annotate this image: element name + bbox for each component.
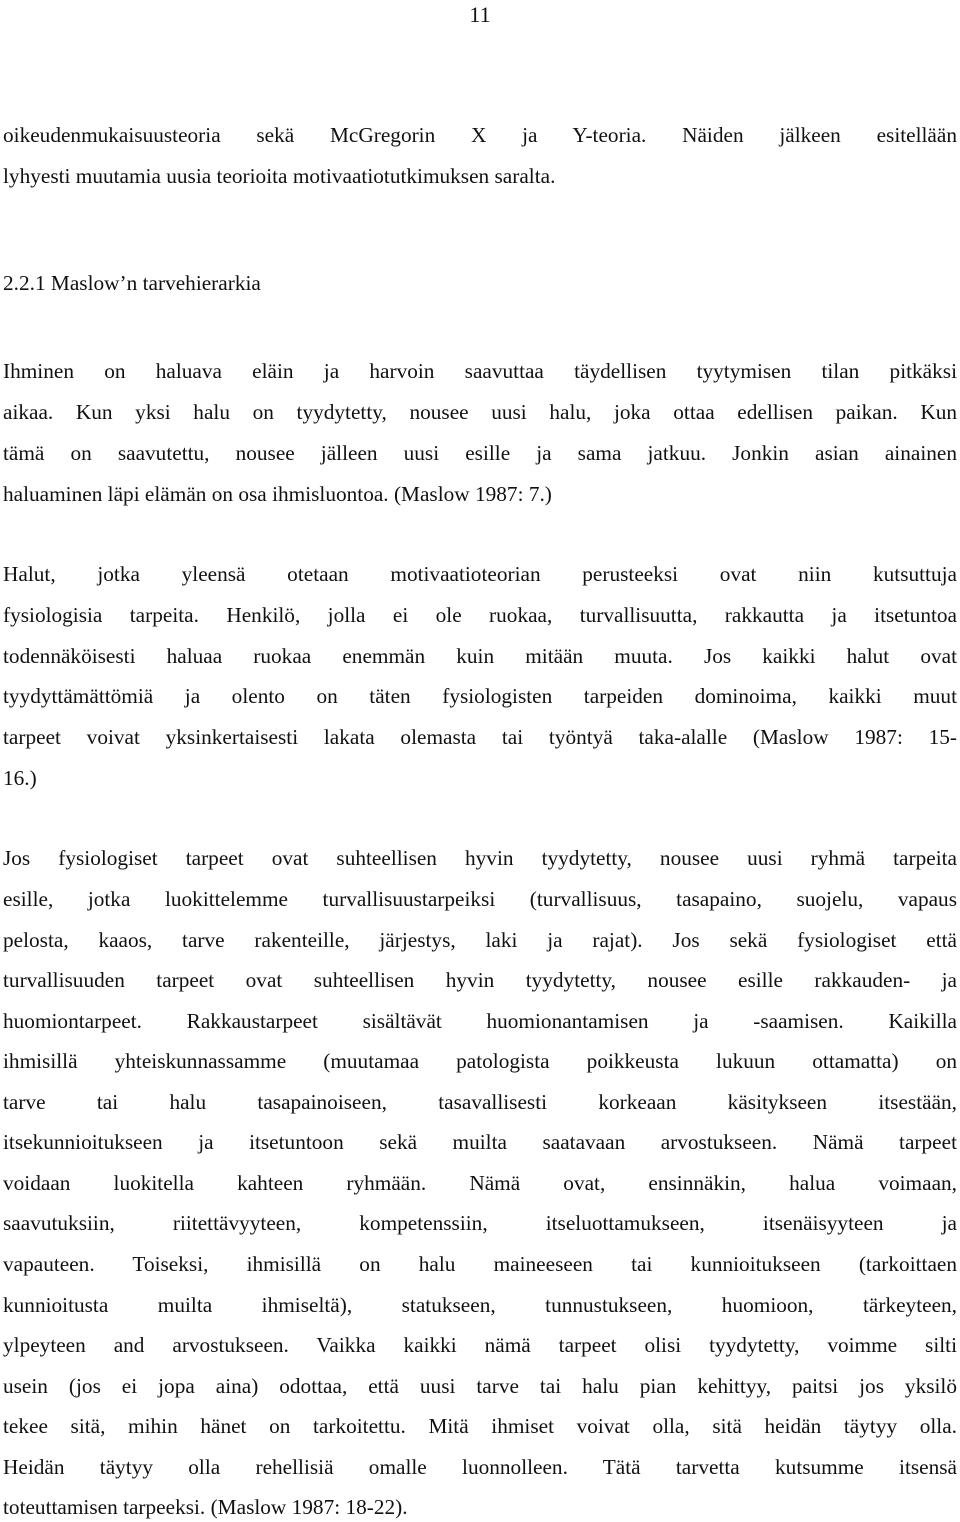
text-line: haluaminen läpi elämän on osa ihmisluontoa. (Maslow 1987: 7.) xyxy=(3,482,552,506)
text-line: voidaan luokitella kahteen ryhmään. Nämä ovat, ensinnäkin, halua voimaan, xyxy=(3,1171,957,1195)
text-line: tarpeet voivat yksinkertaisesti lakata olemasta tai työntyä taka-alalle (Maslow 1987: 15- xyxy=(3,725,957,749)
text-line: todennäköisesti haluaa ruokaa enemmän kuin mitään muuta. Jos kaikki halut ovat xyxy=(3,644,957,668)
text-line: tekee sitä, mihin hänet on tarkoitettu. Mitä ihmiset voivat olla, sitä heidän täytyy olla. xyxy=(3,1414,957,1438)
text-line: esille, jotka luokittelemme turvallisuustarpeiksi (turvallisuus, tasapaino, suojelu, vapaus xyxy=(3,887,957,911)
text-line: Heidän täytyy olla rehellisiä omalle luonnolleen. Tätä tarvetta kutsumme itsensä xyxy=(3,1455,957,1479)
text-line: oikeudenmukaisuusteoria sekä McGregorin X ja Y-teoria. Näiden jälkeen esitellään xyxy=(3,123,957,147)
text-line: aikaa. Kun yksi halu on tyydytetty, nousee uusi halu, joka ottaa edellisen paikan. Kun xyxy=(3,400,957,424)
text-line: tarve tai halu tasapainoiseen, tasavallisesti korkeaan käsitykseen itsestään, xyxy=(3,1090,957,1114)
text-line: toteuttamisen tarpeeksi. (Maslow 1987: 18-22). xyxy=(3,1495,408,1519)
section-heading: 2.2.1 Maslow’n tarvehierarkia xyxy=(3,271,261,295)
text-line: usein (jos ei jopa aina) odottaa, että uusi tarve tai halu pian kehittyy, paitsi jos yksilö xyxy=(3,1374,957,1398)
text-line: tämä on saavutettu, nousee jälleen uusi esille ja sama jatkuu. Jonkin asian ainainen xyxy=(3,441,957,465)
text-line: saavutuksiin, riitettävyyteen, kompetenssiin, itseluottamukseen, itsenäisyyteen ja xyxy=(3,1211,957,1235)
text-line: turvallisuuden tarpeet ovat suhteellisen hyvin tyydytetty, nousee esille rakkauden- ja xyxy=(3,968,957,992)
text-line: pelosta, kaaos, tarve rakenteille, järjestys, laki ja rajat). Jos sekä fysiologiset että xyxy=(3,928,957,952)
text-line: itsekunnioitukseen ja itsetuntoon sekä muilta saatavaan arvostukseen. Nämä tarpeet xyxy=(3,1130,957,1154)
text-line: tyydyttämättömiä ja olento on täten fysiologisten tarpeiden dominoima, kaikki muut xyxy=(3,684,957,708)
text-line: huomiontarpeet. Rakkaustarpeet sisältävät huomionantamisen ja -saamisen. Kaikilla xyxy=(3,1009,957,1033)
text-line: Jos fysiologiset tarpeet ovat suhteellisen hyvin tyydytetty, nousee uusi ryhmä tarpeita xyxy=(3,846,957,870)
text-line: 16.) xyxy=(3,766,37,790)
text-line: lyhyesti muutamia uusia teorioita motivaatiotutkimuksen saralta. xyxy=(3,164,556,188)
text-line: kunnioitusta muilta ihmiseltä), statukseen, tunnustukseen, huomioon, tärkeyteen, xyxy=(3,1293,957,1317)
text-line: Ihminen on haluava eläin ja harvoin saavuttaa täydellisen tyytymisen tilan pitkäksi xyxy=(3,359,957,383)
page-number: 11 xyxy=(469,2,491,27)
text-line: Halut, jotka yleensä otetaan motivaatioteorian perusteeksi ovat niin kutsuttuja xyxy=(3,562,957,586)
text-line: fysiologisia tarpeita. Henkilö, jolla ei ole ruokaa, turvallisuutta, rakkautta ja itsetuntoa xyxy=(3,603,957,627)
text-line: ihmisillä yhteiskunnassamme (muutamaa patologista poikkeusta lukuun ottamatta) on xyxy=(3,1049,957,1073)
text-line: ylpeyteen and arvostukseen. Vaikka kaikki nämä tarpeet olisi tyydytetty, voimme silti xyxy=(3,1333,957,1357)
text-line: vapauteen. Toiseksi, ihmisillä on halu maineeseen tai kunnioitukseen (tarkoittaen xyxy=(3,1252,957,1276)
